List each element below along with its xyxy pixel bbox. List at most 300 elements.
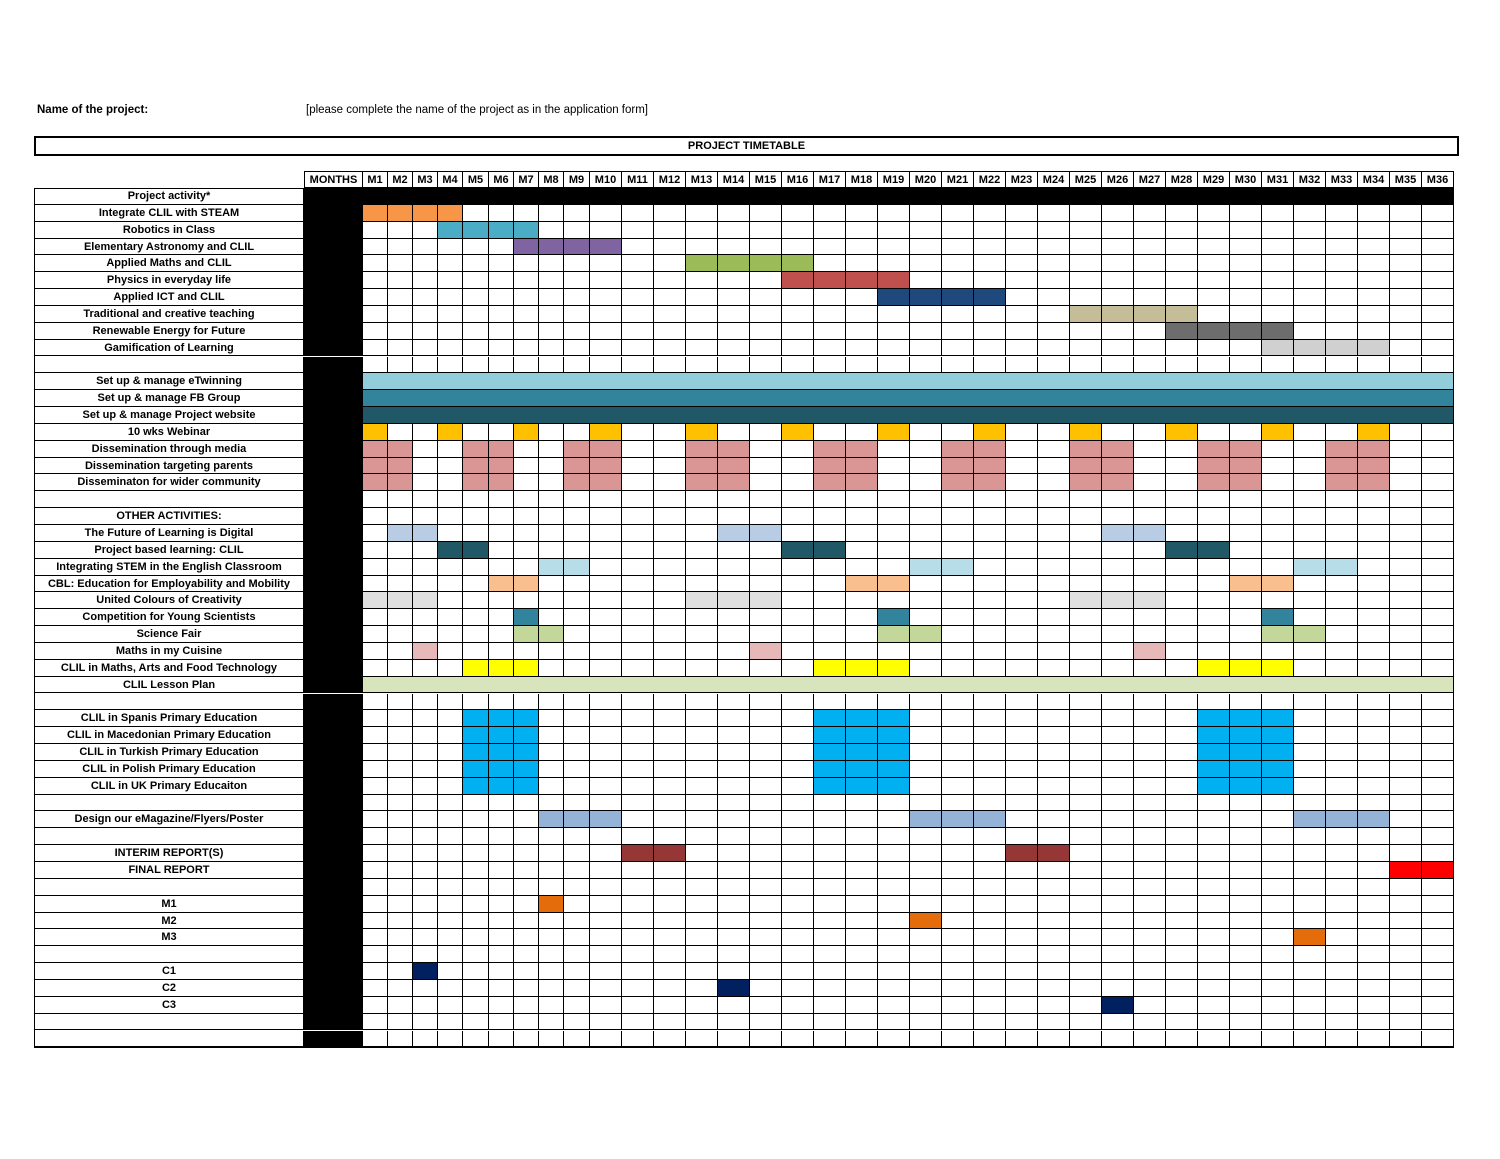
month-cell[interactable] (1166, 188, 1198, 205)
month-cell[interactable] (718, 474, 750, 491)
month-cell[interactable] (1102, 239, 1134, 256)
month-cell[interactable] (1326, 272, 1358, 289)
month-cell[interactable] (782, 576, 814, 593)
month-cell[interactable] (1230, 795, 1262, 812)
month-cell[interactable] (413, 694, 438, 711)
month-cell[interactable] (1358, 929, 1390, 946)
month-cell[interactable] (1070, 424, 1102, 441)
month-cell[interactable] (1326, 1014, 1358, 1031)
month-cell[interactable] (1230, 390, 1262, 407)
month-cell[interactable] (564, 626, 590, 643)
month-cell[interactable] (750, 205, 782, 222)
month-cell[interactable] (1070, 761, 1102, 778)
month-cell[interactable] (1390, 542, 1422, 559)
month-cell[interactable] (1134, 188, 1166, 205)
month-cell[interactable] (846, 222, 878, 239)
month-cell[interactable] (1262, 896, 1294, 913)
month-cell[interactable] (1070, 896, 1102, 913)
month-cell[interactable] (1390, 508, 1422, 525)
month-cell[interactable] (1294, 525, 1326, 542)
month-cell[interactable] (846, 508, 878, 525)
month-cell[interactable] (1102, 710, 1134, 727)
month-cell[interactable] (463, 306, 489, 323)
month-cell[interactable] (463, 694, 489, 711)
month-cell[interactable] (489, 306, 514, 323)
month-cell[interactable] (514, 205, 539, 222)
month-cell[interactable] (942, 879, 974, 896)
month-cell[interactable] (514, 811, 539, 828)
month-cell[interactable] (1422, 626, 1454, 643)
month-cell[interactable] (1358, 744, 1390, 761)
month-cell[interactable] (1358, 222, 1390, 239)
month-cell[interactable] (1038, 239, 1070, 256)
month-cell[interactable] (1262, 643, 1294, 660)
month-cell[interactable] (750, 407, 782, 424)
month-cell[interactable] (489, 559, 514, 576)
month-cell[interactable] (846, 710, 878, 727)
month-cell[interactable] (1422, 862, 1454, 879)
month-cell[interactable] (1326, 559, 1358, 576)
month-cell[interactable] (388, 205, 413, 222)
month-cell[interactable] (1070, 963, 1102, 980)
month-cell[interactable] (942, 677, 974, 694)
month-cell[interactable] (1102, 997, 1134, 1014)
month-cell[interactable] (1230, 778, 1262, 795)
month-cell[interactable] (814, 239, 846, 256)
month-cell[interactable] (1262, 980, 1294, 997)
month-cell[interactable] (1422, 795, 1454, 812)
month-cell[interactable] (846, 677, 878, 694)
month-cell[interactable] (1166, 323, 1198, 340)
month-cell[interactable] (910, 239, 942, 256)
month-cell[interactable] (942, 795, 974, 812)
month-cell[interactable] (942, 289, 974, 306)
month-cell[interactable] (590, 727, 622, 744)
month-cell[interactable] (814, 845, 846, 862)
month-cell[interactable] (463, 424, 489, 441)
month-cell[interactable] (1294, 963, 1326, 980)
month-cell[interactable] (718, 525, 750, 542)
month-cell[interactable] (750, 255, 782, 272)
month-cell[interactable] (1326, 239, 1358, 256)
month-cell[interactable] (413, 205, 438, 222)
month-cell[interactable] (942, 491, 974, 508)
month-cell[interactable] (539, 390, 564, 407)
month-cell[interactable] (1358, 963, 1390, 980)
month-cell[interactable] (622, 542, 654, 559)
month-cell[interactable] (654, 576, 686, 593)
month-cell[interactable] (1230, 626, 1262, 643)
month-cell[interactable] (463, 542, 489, 559)
month-cell[interactable] (750, 626, 782, 643)
month-cell[interactable] (1102, 694, 1134, 711)
month-cell[interactable] (1134, 1014, 1166, 1031)
month-cell[interactable] (654, 963, 686, 980)
month-cell[interactable] (1358, 946, 1390, 963)
month-cell[interactable] (974, 357, 1006, 374)
month-cell[interactable] (1326, 542, 1358, 559)
month-cell[interactable] (590, 441, 622, 458)
month-cell[interactable] (1166, 980, 1198, 997)
month-cell[interactable] (1262, 811, 1294, 828)
month-cell[interactable] (1422, 879, 1454, 896)
month-cell[interactable] (750, 441, 782, 458)
month-cell[interactable] (1038, 643, 1070, 660)
month-cell[interactable] (1134, 828, 1166, 845)
month-cell[interactable] (846, 592, 878, 609)
month-cell[interactable] (1358, 879, 1390, 896)
month-cell[interactable] (1326, 424, 1358, 441)
month-cell[interactable] (489, 222, 514, 239)
month-cell[interactable] (1070, 710, 1102, 727)
month-cell[interactable] (1102, 778, 1134, 795)
month-cell[interactable] (686, 609, 718, 626)
month-cell[interactable] (1038, 795, 1070, 812)
month-cell[interactable] (1262, 357, 1294, 374)
month-cell[interactable] (782, 744, 814, 761)
month-cell[interactable] (718, 1031, 750, 1048)
month-cell[interactable] (1166, 542, 1198, 559)
month-cell[interactable] (910, 963, 942, 980)
month-cell[interactable] (564, 239, 590, 256)
month-cell[interactable] (489, 373, 514, 390)
month-cell[interactable] (974, 660, 1006, 677)
month-cell[interactable] (539, 424, 564, 441)
month-cell[interactable] (974, 306, 1006, 323)
month-cell[interactable] (750, 677, 782, 694)
month-cell[interactable] (1326, 407, 1358, 424)
month-cell[interactable] (1358, 761, 1390, 778)
month-cell[interactable] (1166, 289, 1198, 306)
month-cell[interactable] (1262, 963, 1294, 980)
month-cell[interactable] (413, 491, 438, 508)
month-cell[interactable] (1262, 913, 1294, 930)
month-cell[interactable] (1038, 1031, 1070, 1048)
month-cell[interactable] (1422, 205, 1454, 222)
month-cell[interactable] (1102, 761, 1134, 778)
month-cell[interactable] (1294, 373, 1326, 390)
month-cell[interactable] (846, 980, 878, 997)
month-cell[interactable] (1326, 508, 1358, 525)
month-cell[interactable] (878, 795, 910, 812)
month-cell[interactable] (1038, 811, 1070, 828)
month-cell[interactable] (539, 458, 564, 475)
month-cell[interactable] (1262, 761, 1294, 778)
month-cell[interactable] (1070, 340, 1102, 357)
month-cell[interactable] (363, 744, 388, 761)
month-cell[interactable] (514, 323, 539, 340)
month-cell[interactable] (750, 778, 782, 795)
month-cell[interactable] (750, 694, 782, 711)
month-cell[interactable] (654, 357, 686, 374)
month-cell[interactable] (718, 188, 750, 205)
month-cell[interactable] (1294, 1014, 1326, 1031)
month-cell[interactable] (363, 929, 388, 946)
month-cell[interactable] (590, 255, 622, 272)
month-cell[interactable] (718, 795, 750, 812)
month-cell[interactable] (1134, 778, 1166, 795)
month-cell[interactable] (1038, 727, 1070, 744)
month-cell[interactable] (1230, 929, 1262, 946)
month-cell[interactable] (654, 323, 686, 340)
month-cell[interactable] (622, 694, 654, 711)
month-cell[interactable] (363, 1031, 388, 1048)
month-cell[interactable] (590, 491, 622, 508)
month-cell[interactable] (1230, 340, 1262, 357)
month-cell[interactable] (1006, 710, 1038, 727)
month-cell[interactable] (1198, 997, 1230, 1014)
month-cell[interactable] (910, 761, 942, 778)
month-cell[interactable] (782, 474, 814, 491)
month-cell[interactable] (363, 289, 388, 306)
month-cell[interactable] (1390, 272, 1422, 289)
month-cell[interactable] (1038, 407, 1070, 424)
month-cell[interactable] (750, 744, 782, 761)
month-cell[interactable] (878, 508, 910, 525)
month-cell[interactable] (910, 929, 942, 946)
month-cell[interactable] (622, 710, 654, 727)
month-cell[interactable] (564, 592, 590, 609)
month-cell[interactable] (1070, 272, 1102, 289)
month-cell[interactable] (1006, 491, 1038, 508)
month-cell[interactable] (1006, 913, 1038, 930)
month-cell[interactable] (463, 778, 489, 795)
month-cell[interactable] (942, 845, 974, 862)
month-cell[interactable] (750, 896, 782, 913)
month-cell[interactable] (1326, 710, 1358, 727)
month-cell[interactable] (686, 289, 718, 306)
month-cell[interactable] (622, 323, 654, 340)
month-cell[interactable] (654, 862, 686, 879)
month-cell[interactable] (686, 272, 718, 289)
month-cell[interactable] (463, 205, 489, 222)
month-cell[interactable] (539, 609, 564, 626)
month-cell[interactable] (438, 188, 463, 205)
month-cell[interactable] (1070, 306, 1102, 323)
month-cell[interactable] (1038, 424, 1070, 441)
month-cell[interactable] (1390, 677, 1422, 694)
month-cell[interactable] (974, 643, 1006, 660)
month-cell[interactable] (1134, 491, 1166, 508)
month-cell[interactable] (1102, 323, 1134, 340)
month-cell[interactable] (1230, 306, 1262, 323)
month-cell[interactable] (782, 929, 814, 946)
month-cell[interactable] (1326, 340, 1358, 357)
month-cell[interactable] (910, 795, 942, 812)
month-cell[interactable] (846, 694, 878, 711)
month-cell[interactable] (388, 778, 413, 795)
month-cell[interactable] (622, 896, 654, 913)
month-cell[interactable] (686, 424, 718, 441)
month-cell[interactable] (1006, 963, 1038, 980)
month-cell[interactable] (1422, 660, 1454, 677)
month-cell[interactable] (846, 340, 878, 357)
month-cell[interactable] (1038, 660, 1070, 677)
month-cell[interactable] (388, 828, 413, 845)
month-cell[interactable] (363, 963, 388, 980)
month-cell[interactable] (1038, 340, 1070, 357)
month-cell[interactable] (1422, 239, 1454, 256)
month-cell[interactable] (363, 778, 388, 795)
month-cell[interactable] (1006, 626, 1038, 643)
month-cell[interactable] (1038, 694, 1070, 711)
month-cell[interactable] (1294, 828, 1326, 845)
month-cell[interactable] (1134, 424, 1166, 441)
month-cell[interactable] (686, 997, 718, 1014)
month-cell[interactable] (1390, 222, 1422, 239)
month-cell[interactable] (1198, 660, 1230, 677)
month-cell[interactable] (363, 896, 388, 913)
month-cell[interactable] (514, 458, 539, 475)
month-cell[interactable] (1006, 255, 1038, 272)
month-cell[interactable] (750, 913, 782, 930)
month-cell[interactable] (654, 407, 686, 424)
month-cell[interactable] (1326, 795, 1358, 812)
month-cell[interactable] (388, 289, 413, 306)
month-cell[interactable] (1422, 222, 1454, 239)
month-cell[interactable] (1294, 272, 1326, 289)
month-cell[interactable] (1230, 761, 1262, 778)
month-cell[interactable] (1294, 761, 1326, 778)
month-cell[interactable] (910, 357, 942, 374)
month-cell[interactable] (1262, 255, 1294, 272)
month-cell[interactable] (782, 761, 814, 778)
month-cell[interactable] (750, 306, 782, 323)
month-cell[interactable] (1198, 795, 1230, 812)
month-cell[interactable] (686, 811, 718, 828)
month-cell[interactable] (718, 424, 750, 441)
month-cell[interactable] (1358, 559, 1390, 576)
month-cell[interactable] (489, 255, 514, 272)
month-cell[interactable] (878, 272, 910, 289)
month-cell[interactable] (654, 340, 686, 357)
month-cell[interactable] (846, 441, 878, 458)
month-cell[interactable] (942, 222, 974, 239)
month-cell[interactable] (413, 946, 438, 963)
month-cell[interactable] (438, 323, 463, 340)
month-cell[interactable] (1166, 795, 1198, 812)
month-cell[interactable] (846, 862, 878, 879)
month-cell[interactable] (363, 626, 388, 643)
month-cell[interactable] (814, 576, 846, 593)
month-cell[interactable] (1262, 306, 1294, 323)
month-cell[interactable] (1198, 761, 1230, 778)
month-cell[interactable] (463, 828, 489, 845)
month-cell[interactable] (1198, 946, 1230, 963)
month-cell[interactable] (654, 272, 686, 289)
month-cell[interactable] (846, 913, 878, 930)
month-cell[interactable] (1230, 744, 1262, 761)
month-cell[interactable] (878, 458, 910, 475)
month-cell[interactable] (1038, 997, 1070, 1014)
month-cell[interactable] (846, 727, 878, 744)
month-cell[interactable] (388, 357, 413, 374)
month-cell[interactable] (514, 289, 539, 306)
month-cell[interactable] (1038, 845, 1070, 862)
month-cell[interactable] (1326, 205, 1358, 222)
month-cell[interactable] (654, 373, 686, 390)
month-cell[interactable] (1070, 525, 1102, 542)
month-cell[interactable] (1326, 306, 1358, 323)
month-cell[interactable] (413, 879, 438, 896)
month-cell[interactable] (463, 289, 489, 306)
month-cell[interactable] (1390, 980, 1422, 997)
month-cell[interactable] (489, 289, 514, 306)
month-cell[interactable] (654, 980, 686, 997)
month-cell[interactable] (910, 896, 942, 913)
month-cell[interactable] (489, 474, 514, 491)
month-cell[interactable] (489, 609, 514, 626)
month-cell[interactable] (438, 626, 463, 643)
month-cell[interactable] (1262, 542, 1294, 559)
month-cell[interactable] (489, 929, 514, 946)
month-cell[interactable] (878, 946, 910, 963)
month-cell[interactable] (1006, 222, 1038, 239)
month-cell[interactable] (686, 205, 718, 222)
month-cell[interactable] (1070, 795, 1102, 812)
month-cell[interactable] (388, 441, 413, 458)
month-cell[interactable] (363, 508, 388, 525)
month-cell[interactable] (910, 407, 942, 424)
month-cell[interactable] (1166, 643, 1198, 660)
month-cell[interactable] (622, 559, 654, 576)
month-cell[interactable] (388, 913, 413, 930)
month-cell[interactable] (1134, 373, 1166, 390)
month-cell[interactable] (1326, 896, 1358, 913)
month-cell[interactable] (942, 980, 974, 997)
month-cell[interactable] (750, 643, 782, 660)
month-cell[interactable] (1006, 441, 1038, 458)
month-cell[interactable] (1166, 845, 1198, 862)
month-cell[interactable] (1198, 525, 1230, 542)
month-cell[interactable] (942, 862, 974, 879)
month-cell[interactable] (1390, 609, 1422, 626)
month-cell[interactable] (1422, 357, 1454, 374)
month-cell[interactable] (1070, 845, 1102, 862)
month-cell[interactable] (782, 542, 814, 559)
month-cell[interactable] (1102, 306, 1134, 323)
month-cell[interactable] (750, 980, 782, 997)
month-cell[interactable] (1166, 474, 1198, 491)
month-cell[interactable] (413, 913, 438, 930)
month-cell[interactable] (654, 458, 686, 475)
month-cell[interactable] (910, 289, 942, 306)
month-cell[interactable] (1038, 778, 1070, 795)
month-cell[interactable] (388, 323, 413, 340)
month-cell[interactable] (782, 1031, 814, 1048)
month-cell[interactable] (363, 407, 388, 424)
month-cell[interactable] (413, 340, 438, 357)
month-cell[interactable] (564, 525, 590, 542)
month-cell[interactable] (539, 694, 564, 711)
month-cell[interactable] (1038, 373, 1070, 390)
month-cell[interactable] (1230, 879, 1262, 896)
month-cell[interactable] (910, 694, 942, 711)
month-cell[interactable] (1134, 1031, 1166, 1048)
month-cell[interactable] (654, 660, 686, 677)
month-cell[interactable] (463, 407, 489, 424)
month-cell[interactable] (878, 205, 910, 222)
month-cell[interactable] (1294, 694, 1326, 711)
month-cell[interactable] (1198, 626, 1230, 643)
month-cell[interactable] (1166, 559, 1198, 576)
month-cell[interactable] (514, 239, 539, 256)
month-cell[interactable] (1038, 896, 1070, 913)
month-cell[interactable] (782, 525, 814, 542)
month-cell[interactable] (1006, 609, 1038, 626)
month-cell[interactable] (1326, 744, 1358, 761)
month-cell[interactable] (686, 963, 718, 980)
